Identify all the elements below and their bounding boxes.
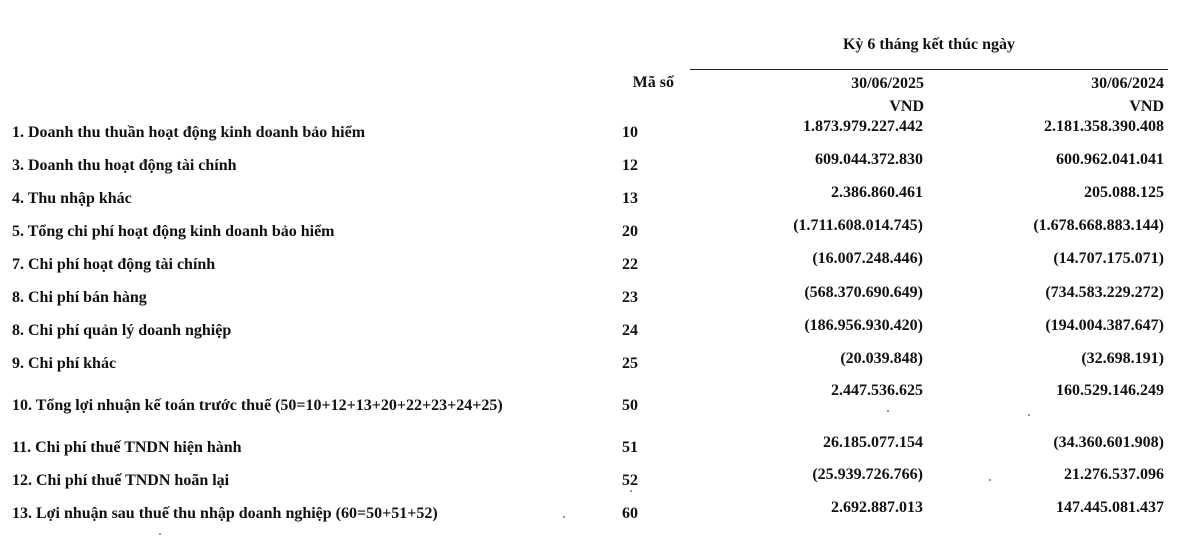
scan-speck [989, 479, 991, 481]
column-unit-2025: VND [889, 98, 924, 115]
row-code: 23 [622, 289, 638, 306]
row-label: 12. Chi phí thuế TNDN hoãn lại [12, 472, 230, 489]
row-label: 10. Tổng lợi nhuận kế toán trước thuế (50=10+12+13+20+22+23+24+25) [12, 397, 503, 414]
row-value-2025: (1.711.608.014.745) [793, 217, 923, 234]
column-date-2025: 30/06/2025 [851, 75, 924, 92]
row-value-2024: (734.583.229.272) [1045, 284, 1164, 301]
row-code: 13 [622, 190, 638, 207]
column-date-2024: 30/06/2024 [1091, 75, 1164, 92]
column-header-2024 [1091, 72, 1164, 118]
row-code: 10 [622, 124, 638, 141]
scan-speck [1028, 414, 1030, 416]
row-label: 8. Chi phí quản lý doanh nghiệp [12, 322, 232, 339]
row-label: 3. Doanh thu hoạt động tài chính [12, 157, 237, 174]
period-underline [690, 69, 1168, 70]
scan-speck [563, 516, 565, 518]
row-code: 60 [622, 505, 638, 522]
row-value-2025: 2.386.860.461 [831, 184, 923, 201]
scan-speck [630, 490, 632, 492]
row-value-2024: (34.360.601.908) [1053, 434, 1164, 451]
scan-speck [159, 533, 161, 535]
row-label: 7. Chi phí hoạt động tài chính [12, 256, 216, 273]
row-value-2024: 21.276.537.096 [1064, 466, 1164, 483]
row-value-2025: 2.692.887.013 [831, 499, 923, 516]
row-value-2025: (25.939.726.766) [812, 466, 923, 483]
row-value-2024: 160.529.146.249 [1056, 382, 1164, 399]
row-value-2025: 26.185.077.154 [823, 434, 923, 451]
row-value-2024: 205.088.125 [1084, 184, 1164, 201]
row-value-2025: (186.956.930.420) [804, 317, 923, 334]
row-value-2024: (14.707.175.071) [1053, 250, 1164, 267]
row-value-2025: 1.873.979.227.442 [803, 118, 923, 135]
row-value-2025: 609.044.372.830 [815, 151, 923, 168]
row-value-2024: 147.445.081.437 [1056, 499, 1164, 516]
row-value-2025: 2.447.536.625 [831, 382, 923, 399]
row-label: 4. Thu nhập khác [12, 190, 132, 207]
row-label: 8. Chi phí bán hàng [12, 289, 147, 306]
row-code: 51 [622, 439, 638, 456]
row-code: 12 [622, 157, 638, 174]
row-value-2024: 2.181.358.390.408 [1044, 118, 1164, 135]
row-value-2024: 600.962.041.041 [1056, 151, 1164, 168]
row-value-2024: (32.698.191) [1081, 350, 1164, 367]
row-value-2025: (16.007.248.446) [812, 250, 923, 267]
row-code: 25 [622, 355, 638, 372]
row-code: 24 [622, 322, 638, 339]
row-label: 13. Lợi nhuận sau thuế thu nhập doanh nghiệp (60=50+51+52) [12, 505, 438, 522]
code-column-header: Mã số [632, 74, 674, 91]
row-label: 5. Tổng chi phí hoạt động kinh doanh bảo hiểm [12, 223, 335, 240]
scan-speck [887, 410, 889, 412]
row-label: 11. Chi phí thuế TNDN hiện hành [12, 439, 242, 456]
row-code: 22 [622, 256, 638, 273]
row-label: 9. Chi phí khác [12, 355, 117, 372]
row-label: 1. Doanh thu thuần hoạt động kinh doanh bảo hiểm [12, 124, 366, 141]
row-value-2025: (20.039.848) [840, 350, 923, 367]
row-code: 20 [622, 223, 638, 240]
column-unit-2024: VND [1129, 98, 1164, 115]
period-heading: Kỳ 6 tháng kết thúc ngày [842, 36, 1016, 53]
row-code: 52 [622, 472, 638, 489]
row-value-2025: (568.370.690.649) [804, 284, 923, 301]
column-header-2025 [851, 72, 924, 118]
row-value-2024: (194.004.387.647) [1045, 317, 1164, 334]
row-value-2024: (1.678.668.883.144) [1033, 217, 1164, 234]
row-code: 50 [622, 397, 638, 414]
